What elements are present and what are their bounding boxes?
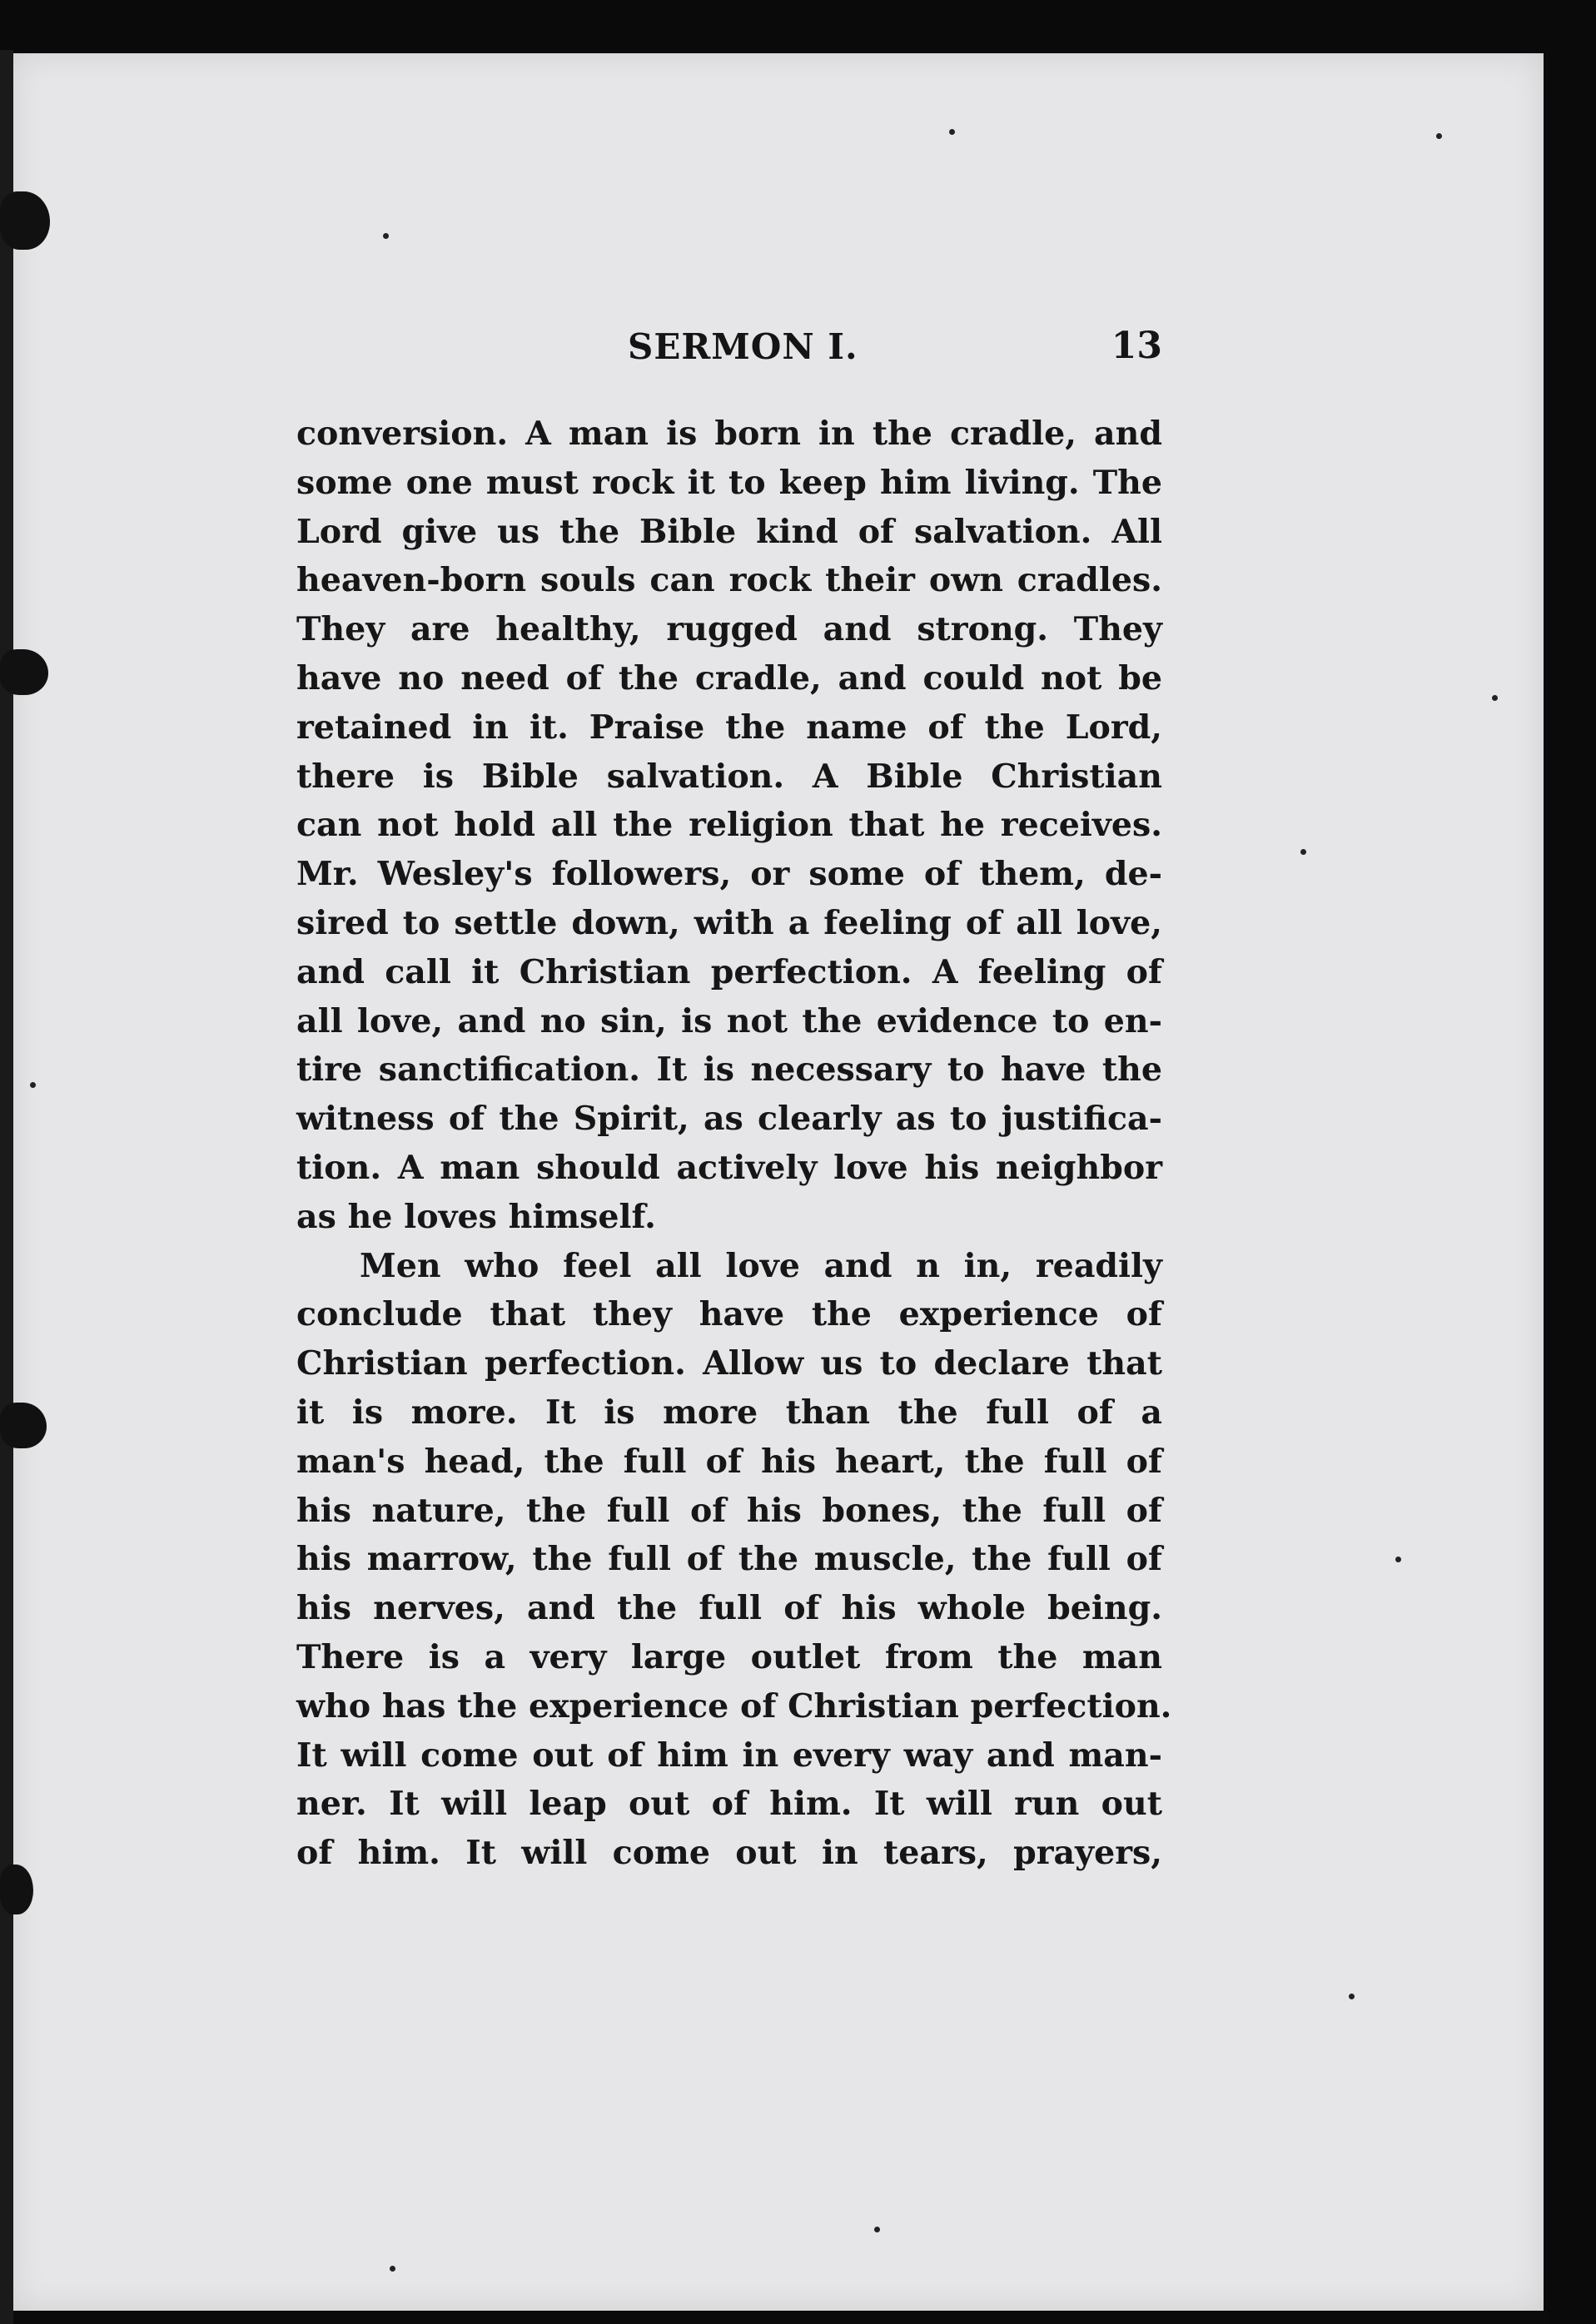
text-line: Lord give us the Bible kind of salvation. All	[296, 512, 1162, 551]
paper-speck	[1492, 695, 1498, 701]
text-line: his marrow, the full of the muscle, the full of	[296, 1540, 1162, 1579]
text-line: all love, and no sin, is not the evidence to en-	[296, 1001, 1162, 1040]
binding-mark	[0, 1865, 33, 1914]
scan-left-border	[0, 50, 13, 2324]
paragraph	[296, 1242, 1172, 1878]
text-line: and call it Christian perfection. A feeling of	[296, 952, 1162, 991]
text-line: Men who feel all love and n in, readily	[360, 1246, 1162, 1285]
text-line: conversion. A man is born in the cradle, and	[296, 415, 1162, 453]
paper-speck	[383, 233, 389, 239]
page-header	[296, 320, 1162, 378]
paper-speck	[874, 2227, 880, 2232]
paper-speck	[1395, 1557, 1401, 1562]
body-text	[296, 410, 1172, 1878]
paper-speck	[390, 2266, 395, 2272]
text-line: there is Bible salvation. A Bible Christian	[296, 757, 1162, 796]
text-line: heaven-born souls can rock their own cradles.	[296, 561, 1162, 600]
paper-speck	[949, 129, 955, 135]
page-number: 13	[1111, 325, 1162, 367]
text-line: witness of the Spirit, as clearly as to justifica-	[296, 1100, 1162, 1139]
text-line: sired to settle down, with a feeling of all love,	[296, 903, 1162, 942]
text-line: it is more. It is more than the full of a	[296, 1393, 1162, 1432]
text-line: can not hold all the religion that he receives.	[296, 806, 1162, 845]
text-line: There is a very large outlet from the man	[296, 1637, 1162, 1676]
paper-speck	[1349, 1994, 1355, 1999]
paper-speck	[30, 1082, 36, 1088]
text-line: his nature, the full of his bones, the full of	[296, 1491, 1162, 1530]
text-line: have no need of the cradle, and could not be	[296, 658, 1162, 698]
text-line: some one must rock it to keep him living. The	[296, 463, 1162, 502]
text-line: tion. A man should actively love his neighbor	[296, 1148, 1162, 1187]
paper-speck	[1300, 849, 1306, 855]
text-line: conclude that they have the experience of	[296, 1295, 1162, 1334]
text-line: his nerves, and the full of his whole being.	[296, 1589, 1162, 1628]
running-title: SERMON I.	[628, 326, 858, 367]
text-line: retained in it. Praise the name of the Lord,	[296, 708, 1162, 747]
text-line: who has the experience of Christian perfection.	[296, 1686, 1172, 1726]
paper-speck	[1436, 133, 1442, 139]
text-line: ner. It will leap out of him. It will run out	[296, 1785, 1162, 1824]
binding-mark	[0, 191, 50, 250]
text-line: of him. It will come out in tears, prayers,	[296, 1834, 1162, 1873]
text-line: Mr. Wesley's followers, or some of them, de-	[296, 855, 1162, 894]
text-line: Christian perfection. Allow us to declare that	[296, 1344, 1162, 1383]
scan-right-border	[1548, 0, 1596, 2324]
scan-top-border	[0, 0, 1596, 55]
text-line: They are healthy, rugged and strong. They	[296, 610, 1162, 649]
text-line: tire sanctification. It is necessary to have the	[296, 1050, 1162, 1090]
binding-mark	[0, 1403, 47, 1448]
binding-mark	[0, 649, 48, 695]
text-line: It will come out of him in every way and man-	[296, 1736, 1162, 1775]
paragraph	[296, 410, 1162, 1242]
text-line: man's head, the full of his heart, the full of	[296, 1442, 1162, 1481]
text-line: as he loves himself.	[296, 1197, 656, 1236]
